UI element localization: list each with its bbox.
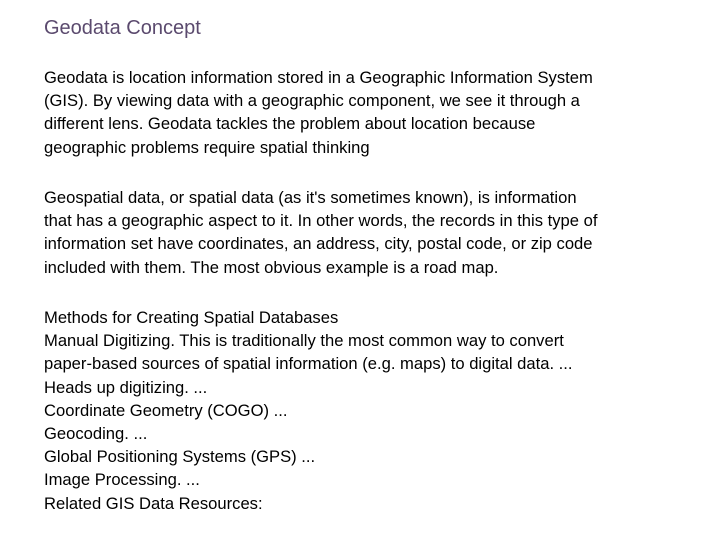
text-line: Heads up digitizing. ... [44, 377, 208, 397]
text-line: (GIS). By viewing data with a geographic component, we see it through a [44, 91, 580, 111]
text-line: paper-based sources of spatial information (e.g. maps) to digital data. ... [44, 354, 573, 374]
page-title: Geodata Concept [44, 17, 201, 39]
text-line: geographic problems require spatial thinking [44, 137, 370, 157]
paragraph-methods-list [44, 306, 704, 515]
paragraph-geospatial-data [44, 186, 704, 279]
text-line: information set have coordinates, an address, city, postal code, or zip code [44, 234, 593, 254]
text-line: Image Processing. ... [44, 470, 200, 490]
text-line: Coordinate Geometry (COGO) ... [44, 400, 288, 420]
text-line: Geocoding. ... [44, 424, 148, 444]
text-line: Related GIS Data Resources: [44, 493, 263, 513]
text-line: different lens. Geodata tackles the problem about location because [44, 114, 536, 134]
text-line: Global Positioning Systems (GPS) ... [44, 447, 316, 467]
text-line: Geospatial data, or spatial data (as it's sometimes known), is information [44, 188, 577, 207]
text-line: Methods for Creating Spatial Databases [44, 308, 339, 327]
text-line: included with them. The most obvious example is a road map. [44, 257, 499, 277]
paragraph-geodata-definition [44, 66, 704, 159]
text-line: Manual Digitizing. This is traditionally the most common way to convert [44, 331, 564, 351]
text-line: that has a geographic aspect to it. In other words, the records in this type of [44, 211, 598, 231]
text-line: Geodata is location information stored in a Geographic Information System [44, 68, 593, 87]
